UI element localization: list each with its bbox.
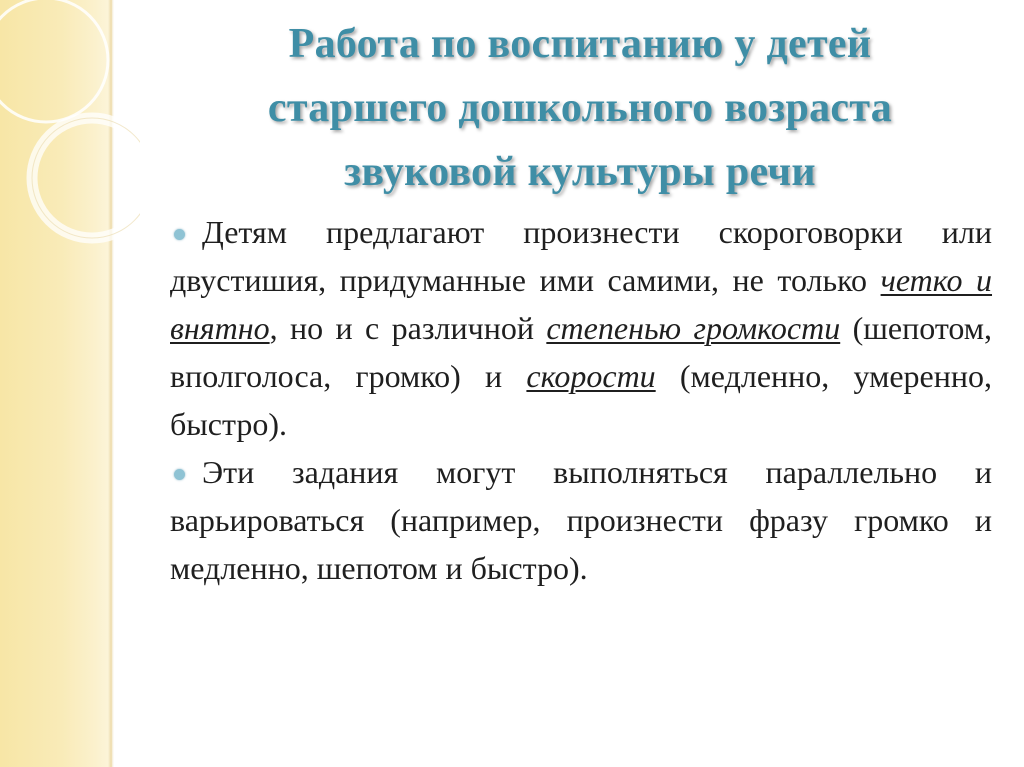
paragraph-text: (медленно, умеренно, быстро).: [170, 358, 993, 442]
title-line: старшего дошкольного возраста: [267, 85, 893, 131]
decorative-side-band: [0, 0, 112, 767]
side-band-edge: [108, 0, 114, 767]
paragraph-text: Детям предлагают произнести скороговорки или двустишия, придуманные ими самими, не только: [170, 214, 992, 298]
title-line: Работа по воспитанию у детей: [288, 21, 872, 67]
slide-title: [190, 12, 970, 204]
emphasized-text: четко и внятно: [170, 262, 993, 346]
title-line: звуковой культуры речи: [344, 149, 816, 195]
paragraph-text: , но и с различной: [269, 310, 547, 346]
slide-body: [170, 208, 992, 592]
emphasized-text: скорости: [526, 358, 656, 394]
bullet-paragraph: [170, 208, 992, 448]
bullet-dot-icon: [174, 469, 185, 480]
bullet-paragraph: [170, 448, 992, 592]
paragraph-text: (шепотом, вполголоса, громко) и: [170, 310, 993, 394]
emphasized-text: степенью громкости: [546, 310, 841, 346]
bullet-dot-icon: [174, 229, 185, 240]
paragraph-text: Эти задания могут выполняться параллельно и варьироваться (например, произнести фразу громко и медленно, шепотом и быстро).: [170, 454, 992, 586]
